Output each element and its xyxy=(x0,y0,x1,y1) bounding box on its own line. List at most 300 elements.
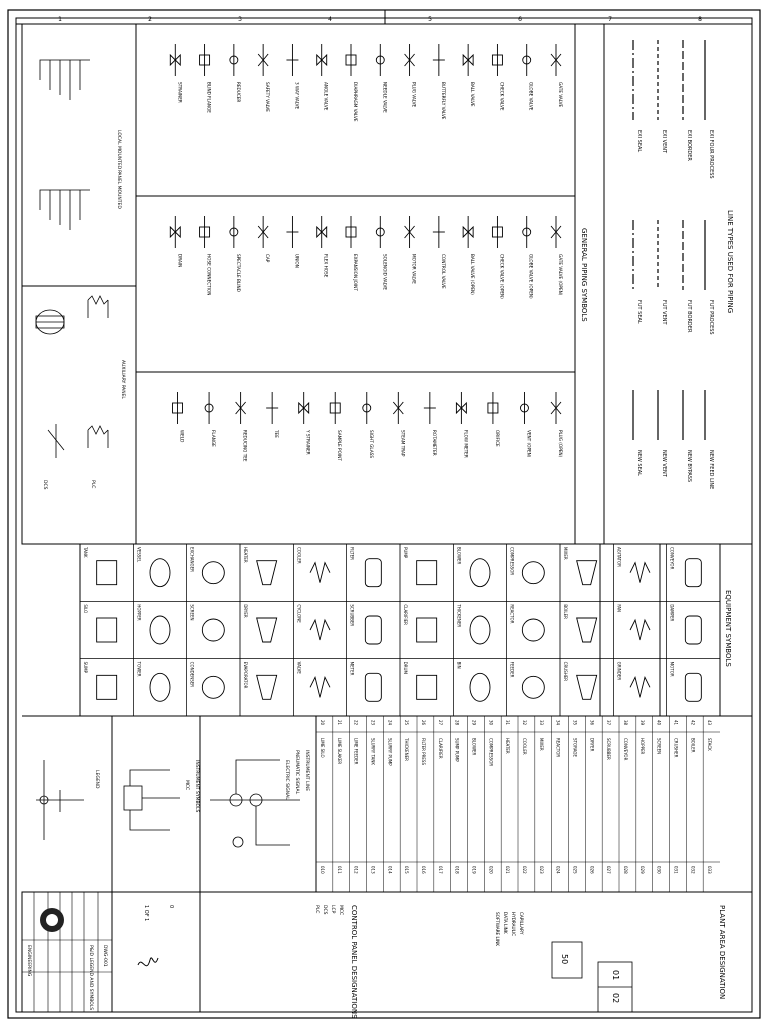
piping-symbol xyxy=(346,44,356,76)
equipment-symbol xyxy=(240,601,293,658)
plant-area-number: 020 xyxy=(488,866,494,874)
piping-symbol xyxy=(317,216,327,248)
plant-area-row xyxy=(518,716,527,892)
equipment-label: GRINDER xyxy=(616,661,622,681)
plant-area-number: 029 xyxy=(639,866,645,874)
plant-area-system: 42 xyxy=(690,720,696,726)
piping-symbol xyxy=(393,392,403,424)
plant-area-system: 28 xyxy=(454,720,460,726)
revision: 0 xyxy=(168,905,174,909)
plant-area-number: 022 xyxy=(522,866,528,874)
piping-symbol-label: ROTAMETER xyxy=(431,430,437,456)
equipment-symbol xyxy=(560,601,613,658)
plant-area-description: SCRUBBER xyxy=(606,738,612,760)
piping-symbol-label: GLOBE VALVE xyxy=(528,82,534,111)
equipment-label: EXCHANGER xyxy=(189,547,195,572)
plant-area-number: 031 xyxy=(673,866,679,874)
plant-area-description: SLURRY PUMP xyxy=(387,738,393,766)
legend-note: DATA LINK xyxy=(503,912,508,934)
equipment-label: VALVE xyxy=(296,661,302,674)
piping-symbol xyxy=(551,392,561,424)
equipment-symbol xyxy=(293,601,346,658)
piping-symbol xyxy=(405,216,415,248)
grid-numbers xyxy=(58,16,702,23)
line-type-label: NEW VENT xyxy=(661,450,667,477)
line-type-label: NEW BYPASS xyxy=(686,450,692,483)
piping-symbol xyxy=(258,44,268,76)
plant-area-description: DRYER xyxy=(589,738,595,752)
piping-symbol xyxy=(363,392,371,424)
equipment-symbol xyxy=(80,659,133,716)
company-name: ENGINEERING xyxy=(26,945,31,977)
piping-symbol xyxy=(551,216,561,248)
plant-area-system: 36 xyxy=(589,720,595,726)
instrument-connection-label: LOCAL MOUNTED xyxy=(116,130,121,170)
plant-area-system: 43 xyxy=(707,720,713,726)
sheet-number: 1 OF 1 xyxy=(143,905,149,922)
plant-area-row xyxy=(316,716,325,892)
piping-symbol-label: Y STRAINER xyxy=(305,430,311,455)
piping-symbol xyxy=(346,216,356,248)
piping-symbol xyxy=(523,216,531,248)
legend-note: CAPILLARY xyxy=(519,912,524,935)
piping-symbol-label: CHECK VALVE (OPEN) xyxy=(499,254,505,299)
piping-symbol xyxy=(286,216,298,248)
plant-area-description: CONVEYOR xyxy=(623,738,629,761)
piping-symbol-label: NEEDLE VALVE xyxy=(382,82,388,113)
equipment-label: BLOWER xyxy=(456,547,462,565)
equipment-symbol xyxy=(507,601,560,658)
piping-symbol xyxy=(551,44,561,76)
plant-area-system: 30 xyxy=(488,720,494,726)
piping-symbol xyxy=(433,216,445,248)
plant-area-system: 23 xyxy=(370,720,376,726)
equipment-symbol xyxy=(133,659,186,716)
plant-area-row xyxy=(585,716,594,892)
piping-symbol xyxy=(317,44,327,76)
plant-area-description: COOLER xyxy=(522,738,528,755)
plant-area-system: 29 xyxy=(471,720,477,726)
plant-area-number: 014 xyxy=(387,866,393,874)
equipment-symbol xyxy=(133,544,186,601)
equipment-label: COOLER xyxy=(296,547,302,564)
control-panel-title: CONTROL PANEL DESIGNATIONS xyxy=(350,905,358,1019)
line-type-label: NEW SEAL xyxy=(636,450,642,476)
equipment-label: EVAPORATOR xyxy=(243,661,248,689)
plant-area-description: CLARIFIER xyxy=(437,738,443,759)
piping-symbol-label: FLANGE xyxy=(211,430,217,447)
plant-area-row xyxy=(417,716,426,892)
legend-notes xyxy=(495,912,524,946)
piping-symbol-label: REDUCING TEE xyxy=(242,430,248,462)
equipment-symbol xyxy=(613,544,666,601)
piping-symbol xyxy=(492,216,502,248)
line-type-label: FUT BORDER xyxy=(686,300,692,333)
grid-number-2: 2 xyxy=(148,16,152,23)
plant-area-row xyxy=(350,716,359,892)
equipment-grid xyxy=(80,544,720,716)
piping-symbol-label: ORIFICE xyxy=(494,430,500,447)
plant-area-number: 021 xyxy=(505,866,511,874)
equipment-symbol xyxy=(613,601,666,658)
instrument-diagram-title: LEGEND xyxy=(94,770,99,789)
plant-area-system: 38 xyxy=(623,720,629,726)
plant-area-description: CRUSHER xyxy=(673,738,679,758)
piping-symbol-label: EXPANSION JOINT xyxy=(353,254,358,291)
plant-area-row xyxy=(686,716,695,892)
plant-area-number: 011 xyxy=(336,866,342,874)
plant-area-system: 27 xyxy=(437,720,443,726)
piping-symbol xyxy=(488,392,498,424)
equipment-label: DRYER xyxy=(243,604,248,618)
piping-symbol xyxy=(463,216,473,248)
line-types-panel xyxy=(633,40,734,489)
plant-area-row xyxy=(383,716,392,892)
plant-area-description: STORAGE xyxy=(572,738,578,758)
plant-area-system: 37 xyxy=(606,720,612,726)
piping-symbol-label: HOSE CONNECTION xyxy=(206,254,212,296)
equipment-label: DRUM xyxy=(403,661,408,674)
equipment-symbol xyxy=(453,659,506,716)
equipment-symbol xyxy=(453,544,506,601)
plant-area-system: 40 xyxy=(656,720,662,726)
piping-symbol-label: DIAPHRAGM VALVE xyxy=(353,82,358,122)
piping-symbol-label: BALL VALVE xyxy=(470,82,476,107)
piping-symbol-label: FLEX HOSE xyxy=(323,254,329,278)
piping-symbol xyxy=(463,44,473,76)
piping-symbol-label: CONTROL VALVE xyxy=(440,254,446,289)
piping-symbols-title: GENERAL PIPING SYMBOLS xyxy=(580,228,588,322)
plant-area-system: 32 xyxy=(522,720,528,726)
line-type-label: FUT PROCESS xyxy=(708,300,714,335)
equipment-symbol xyxy=(347,544,400,601)
plant-area-system: 24 xyxy=(387,720,393,726)
plant-area-row xyxy=(333,716,342,892)
equipment-symbol xyxy=(400,544,453,601)
line-type-samples xyxy=(633,40,705,440)
line-types-title: LINE TYPES USED FOR PIPING xyxy=(726,210,734,314)
equipment-symbol xyxy=(80,544,133,601)
instrument-connection-label: AUXILIARY PANEL xyxy=(120,360,125,399)
equipment-label: COMPRESSOR xyxy=(509,547,515,576)
equipment-label: TOWER xyxy=(136,661,142,677)
piping-symbol-label: MOTOR VALVE xyxy=(411,254,417,284)
piping-symbol xyxy=(170,44,180,76)
plant-area-row xyxy=(451,716,460,892)
equipment-label: SCREEN xyxy=(189,604,195,621)
line-type-label: EXI VENT xyxy=(661,130,667,154)
piping-symbol-label: SAMPLE POINT xyxy=(337,430,343,461)
instrument-diagram-title: MCC xyxy=(184,780,189,791)
piping-symbol xyxy=(170,216,180,248)
equipment-label: METER xyxy=(349,661,355,676)
equipment-label: CONVEYOR xyxy=(669,547,675,570)
equipment-symbol xyxy=(240,544,293,601)
plant-area-description: FILTER PRESS xyxy=(421,738,427,765)
plant-area-description: SLURRY TANK xyxy=(370,738,376,765)
instrument-diagram-labels xyxy=(94,750,310,813)
piping-symbol xyxy=(173,392,183,424)
equipment-symbol xyxy=(453,601,506,658)
piping-symbol-label: 3 WAY VALVE xyxy=(294,82,300,110)
piping-symbol-label: STRAINER xyxy=(177,82,183,103)
plant-area-rows xyxy=(316,716,720,892)
equipment-label: FEEDER xyxy=(509,661,515,678)
equipment-label: BOILER xyxy=(563,604,568,619)
piping-symbol-label: PLUG (OPEN) xyxy=(558,430,563,458)
piping-symbol-label: DRAIN xyxy=(177,254,183,268)
line-type-label: EXI SEAL xyxy=(636,130,642,153)
equipment-label: SILO xyxy=(83,604,88,614)
piping-symbol-label: PLUG VALVE xyxy=(411,82,417,108)
legend-line-label: PNEUMATIC SIGNAL xyxy=(294,750,299,795)
equipment-label: SCRUBBER xyxy=(349,604,355,627)
piping-symbol-label: FLOW METER xyxy=(463,430,469,458)
plant-area-description: LIME FEEDER xyxy=(353,738,359,765)
plant-area-row xyxy=(468,716,477,892)
equipment-label: BIN xyxy=(456,661,462,669)
plant-area-description: SUMP PUMP xyxy=(454,738,460,762)
equipment-label: PUMP xyxy=(403,547,408,559)
plant-area-number: 019 xyxy=(471,866,477,874)
control-panel-item: MCC xyxy=(338,905,343,916)
plant-area-number: 012 xyxy=(353,866,359,874)
plant-area-system: 35 xyxy=(572,720,578,726)
equipment-symbol xyxy=(667,659,720,716)
piping-symbol-label: GATE VALVE xyxy=(558,82,563,108)
plant-area-row xyxy=(434,716,443,892)
plant-area-number: 016 xyxy=(421,866,427,874)
piping-symbol xyxy=(330,392,340,424)
plant-area-number: 028 xyxy=(623,866,629,874)
plant-area-row xyxy=(703,716,712,892)
grid-number-8: 8 xyxy=(698,16,702,23)
equipment-label: TANK xyxy=(83,547,88,558)
plant-area-row xyxy=(602,716,611,892)
equipment-label: THICKENER xyxy=(456,604,462,628)
equipment-symbols-title: EQUIPMENT SYMBOLS xyxy=(724,590,732,667)
piping-symbol-label: SPECTACLE BLIND xyxy=(235,254,241,292)
plant-area-number: 017 xyxy=(437,866,443,874)
plant-area-row xyxy=(653,716,662,892)
drawing-title: P&ID LEGEND AND SYMBOLS xyxy=(88,945,93,1011)
plant-area-row xyxy=(636,716,645,892)
plant-area-number: 023 xyxy=(538,866,544,874)
piping-symbol xyxy=(200,44,210,76)
piping-symbol-label: STEAM TRAP xyxy=(400,430,406,457)
grid-number-5: 5 xyxy=(428,16,432,23)
piping-symbol-label: VENT (OPEN) xyxy=(526,430,532,458)
plant-area-row xyxy=(367,716,376,892)
control-panel-item: LCP xyxy=(330,905,335,914)
control-panel-notes xyxy=(314,905,632,1019)
piping-symbol xyxy=(200,216,210,248)
plant-area-description: BLOWER xyxy=(471,738,477,756)
equipment-symbol xyxy=(293,544,346,601)
piping-symbol-label: BUTTERFLY VALVE xyxy=(440,82,446,120)
legend-line-label: INSTRUMENT LINE xyxy=(304,750,309,792)
plant-area-number: 010 xyxy=(320,866,326,874)
piping-symbol xyxy=(433,44,445,76)
plant-area-description: MIXER xyxy=(538,738,544,751)
instrument-connection-label: DCS xyxy=(42,480,47,490)
plant-area-description: THICKENER xyxy=(404,738,410,761)
title-block xyxy=(22,892,174,1012)
piping-symbol xyxy=(376,216,384,248)
plant-area-number: 025 xyxy=(572,866,578,874)
equipment-symbol xyxy=(613,659,666,716)
equipment-label: MOTOR xyxy=(669,661,675,677)
piping-symbol-label: CAP xyxy=(265,254,271,263)
plant-area-system: 34 xyxy=(555,720,561,726)
equipment-symbol xyxy=(80,601,133,658)
equipment-symbol xyxy=(667,601,720,658)
piping-symbol-label: CHECK VALVE xyxy=(499,82,505,111)
piping-symbol xyxy=(205,392,213,424)
equipment-symbol xyxy=(400,659,453,716)
legend-note: SOFTWARE LINK xyxy=(495,912,500,946)
equipment-symbol xyxy=(293,659,346,716)
piping-symbol xyxy=(230,44,238,76)
equipment-symbols-panel xyxy=(80,544,732,716)
instrument-diagram-title: INSTRUMENT SYMBOLS xyxy=(194,760,199,813)
piping-symbol xyxy=(266,392,278,424)
equipment-label: HEATER xyxy=(243,547,248,563)
equipment-label: CONDENSER xyxy=(189,661,195,688)
equipment-symbol xyxy=(507,659,560,716)
plant-area-number: 026 xyxy=(589,866,595,874)
plant-area-system: 41 xyxy=(673,720,679,726)
plant-area-description: STACK xyxy=(707,738,713,751)
equipment-label: HOPPER xyxy=(136,604,142,621)
equipment-label: VESSEL xyxy=(136,547,142,563)
piping-symbol xyxy=(236,392,246,424)
equipment-label: DAMPER xyxy=(669,604,675,622)
plant-area-row xyxy=(400,716,409,892)
piping-symbol-label: SAFETY VALVE xyxy=(265,82,271,112)
equipment-label: AGITATOR xyxy=(616,547,622,567)
plant-area-description: HEATER xyxy=(505,738,511,754)
drawing-number: DWG-001 xyxy=(102,945,107,967)
piping-symbol-label: TEE xyxy=(274,430,280,438)
plant-area-description: COMPRESSOR xyxy=(488,738,494,767)
plant-area-number: 027 xyxy=(606,866,612,874)
equipment-symbol xyxy=(560,544,613,601)
piping-symbol-label: ANGLE VALVE xyxy=(323,82,329,111)
equipment-label: FAN xyxy=(616,604,622,613)
plant-area-row xyxy=(619,716,628,892)
piping-symbol xyxy=(299,392,309,424)
plant-area-description: BOILER xyxy=(690,738,696,753)
piping-symbol-label: WELD xyxy=(179,430,185,443)
plant-area-description: SCREEN xyxy=(656,738,662,755)
equipment-label: REACTOR xyxy=(509,604,515,624)
plant-area-description: HOPPER xyxy=(639,738,645,755)
piping-symbol xyxy=(258,216,268,248)
plant-area-system: 20 xyxy=(320,720,326,726)
plant-area-system: 33 xyxy=(538,720,544,726)
grid-number-6: 6 xyxy=(518,16,522,23)
control-panel-item: PLC xyxy=(314,905,319,914)
piping-symbol xyxy=(405,44,415,76)
plant-area-number: 018 xyxy=(454,866,460,874)
piping-symbol xyxy=(286,44,298,76)
plant-area-description: LIME SLAKER xyxy=(336,738,342,765)
legend-note: HYDRAULIC xyxy=(511,912,516,937)
equipment-symbol xyxy=(560,659,613,716)
grid-number-7: 7 xyxy=(608,16,612,23)
equipment-symbol xyxy=(400,601,453,658)
note-box-left-value: 50 xyxy=(560,954,569,965)
plant-area-row xyxy=(552,716,561,892)
plant-area-system: 39 xyxy=(639,720,645,726)
plant-area-row xyxy=(484,716,493,892)
equipment-label: FILTER xyxy=(349,547,355,560)
equipment-symbol xyxy=(240,659,293,716)
piping-symbol xyxy=(456,392,466,424)
plant-area-row xyxy=(569,716,578,892)
plant-area-number: 033 xyxy=(707,866,713,874)
equipment-symbol xyxy=(133,601,186,658)
line-type-label: EXI FOUR PROCESS xyxy=(708,130,714,179)
equipment-label: SUMP xyxy=(83,661,88,674)
grid-number-3: 3 xyxy=(238,16,242,23)
line-type-label: NEW FEED LINE xyxy=(708,450,714,490)
plant-area-number: 024 xyxy=(555,866,561,874)
line-type-label: FUT SEAL xyxy=(636,300,642,324)
control-panel-item: DCS xyxy=(322,905,327,915)
instrument-connection-label: PANEL MOUNTED xyxy=(116,170,121,209)
plant-area-description: LIME SILO xyxy=(320,738,326,758)
piping-symbol-label: UNION xyxy=(294,254,300,268)
equipment-label: CRUSHER xyxy=(563,661,568,682)
piping-symbol-label: GLOBE VALVE (OPEN) xyxy=(528,254,534,299)
equipment-label: CLARIFIER xyxy=(403,604,408,625)
legend-line-label: ELECTRIC SIGNAL xyxy=(284,760,289,800)
plant-area-system: 26 xyxy=(421,720,427,726)
piping-symbols-panel xyxy=(170,44,588,462)
equipment-symbol xyxy=(347,659,400,716)
plant-area-system: 31 xyxy=(505,720,511,726)
equipment-label: MIXER xyxy=(563,547,568,560)
piping-symbol xyxy=(376,44,384,76)
piping-symbol xyxy=(520,392,528,424)
equipment-symbol xyxy=(187,544,240,601)
plant-area-number: 015 xyxy=(404,866,410,874)
piping-symbol-label: SOLENOID VALVE xyxy=(382,254,388,290)
plant-area-system: 22 xyxy=(353,720,359,726)
line-type-label: FUT VENT xyxy=(661,300,667,325)
piping-symbol-label: REDUCER xyxy=(235,82,241,103)
note-box-bottom-value: 02 xyxy=(611,993,620,1004)
instrument-connection-label: PLC xyxy=(90,480,95,489)
grid-number-4: 4 xyxy=(328,16,332,23)
piping-symbol-label: SIGHT GLASS xyxy=(368,430,374,459)
instrument-connection-panel xyxy=(36,60,126,490)
line-type-labels xyxy=(636,130,714,489)
equipment-symbol xyxy=(347,601,400,658)
piping-symbol xyxy=(230,216,238,248)
equipment-label: CYCLONE xyxy=(296,604,302,623)
plant-area-title: PLANT AREA DESIGNATION xyxy=(718,905,726,1000)
equipment-symbol xyxy=(667,544,720,601)
plant-area-number: 032 xyxy=(690,866,696,874)
plant-area-row xyxy=(535,716,544,892)
piping-symbol xyxy=(424,392,436,424)
plant-area-system: 21 xyxy=(336,720,342,726)
piping-symbol-label: BLIND FLANGE xyxy=(206,82,212,113)
piping-symbol xyxy=(523,44,531,76)
